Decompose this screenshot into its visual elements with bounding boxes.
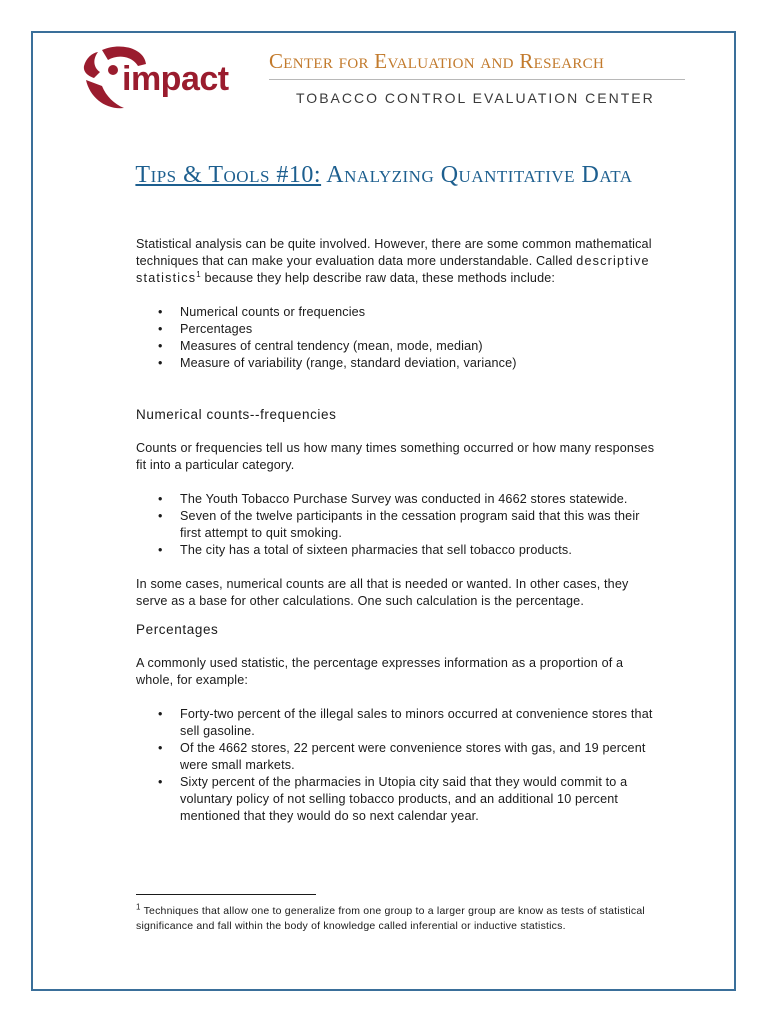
list-item: • The Youth Tobacco Purchase Survey was conducted in 4662 stores statewide. xyxy=(136,491,656,508)
header-divider xyxy=(269,79,685,80)
counts-examples-list xyxy=(136,491,656,559)
logo-wordmark: impact xyxy=(122,60,229,98)
section-heading-percentages: Percentages xyxy=(136,622,219,637)
title-series: Tips & Tools #10: xyxy=(135,162,322,188)
list-item: • Forty-two percent of the illegal sales to minors occurred at convenience stores that sell gasoline. xyxy=(136,706,656,740)
organization-subtitle: TOBACCO CONTROL EVALUATION CENTER xyxy=(296,90,655,106)
list-item: • Percentages xyxy=(136,321,656,338)
section-heading-counts: Numerical counts--frequencies xyxy=(136,407,337,422)
list-item: • Measures of central tendency (mean, mode, median) xyxy=(136,338,656,355)
percentages-intro: A commonly used statistic, the percentage expresses information as a proportion of a whole, for example: xyxy=(136,656,624,687)
descriptive-statistics-term: descriptive statistics xyxy=(136,254,650,285)
footnote-reference: 1 xyxy=(196,269,201,279)
footnote-divider xyxy=(136,894,316,895)
list-item: • Sixty percent of the pharmacies in Utopia city said that they would commit to a voluntary policy of not selling tobacco products, and an additional 10 percent mentioned that they would do so next calendar year. xyxy=(136,774,656,825)
intro-text: Statistical analysis can be quite involved. However, there are some common mathematical techniques that can make your evaluation data more understandable. Called xyxy=(136,237,652,268)
title-main: Analyzing Quantitative Data xyxy=(326,162,633,188)
counts-intro: Counts or frequencies tell us how many times something occurred or how many responses fit into a particular category. xyxy=(136,441,655,472)
list-item: • Seven of the twelve participants in the cessation program said that this was their first attempt to quit smoking. xyxy=(136,508,656,542)
list-item: • Of the 4662 stores, 22 percent were convenience stores with gas, and 19 percent were small markets. xyxy=(136,740,656,774)
counts-outro: In some cases, numerical counts are all that is needed or wanted. In other cases, they serve as a base for other calculations. One such calculation is the percentage. xyxy=(136,577,629,608)
percentages-examples-list xyxy=(136,706,656,825)
list-item: • The city has a total of sixteen pharmacies that sell tobacco products. xyxy=(136,542,656,559)
intro-text-end: because they help describe raw data, these methods include: xyxy=(200,271,556,285)
list-item: • Measure of variability (range, standard deviation, variance) xyxy=(136,355,656,372)
document-body xyxy=(136,236,656,825)
list-item: • Numerical counts or frequencies xyxy=(136,304,656,321)
intro-paragraph xyxy=(136,236,656,287)
footnote-number: 1 xyxy=(136,902,141,912)
footnote-text: Techniques that allow one to generalize from one group to a larger group are know as tests of statistical significance and fall within the body of knowledge called inferential or inductive statistics. xyxy=(136,905,645,932)
footnote xyxy=(136,904,656,934)
organization-name: Center for Evaluation and Research xyxy=(269,49,605,73)
methods-list xyxy=(136,304,656,372)
document-title xyxy=(60,160,708,190)
